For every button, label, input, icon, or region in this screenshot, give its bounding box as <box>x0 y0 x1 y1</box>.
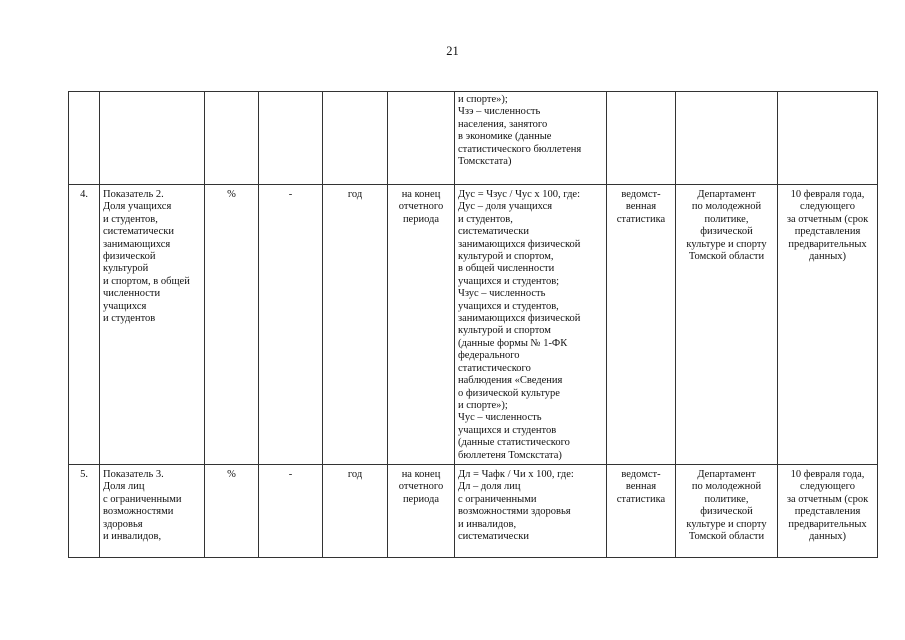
cell-deadline <box>778 92 878 185</box>
cell-column-4: - <box>259 185 323 465</box>
indicators-table <box>68 91 878 558</box>
cell-responsible <box>676 92 778 185</box>
cell-number: 4. <box>69 185 100 465</box>
cell-number: 5. <box>69 464 100 557</box>
cell-source: ведомст- венная статистика <box>607 464 676 557</box>
cell-indicator-name: Показатель 2. Доля учащихся и студентов, систематически занимающихся физической культурой и спортом, в общей численности учащихся и студентов <box>100 185 205 465</box>
cell-indicator-name <box>100 92 205 185</box>
cell-timing: на конец отчетного периода <box>388 464 455 557</box>
cell-responsible: Департамент по молодежной политике, физической культуре и спорту Томской области <box>676 185 778 465</box>
cell-deadline: 10 февраля года, следующего за отчетным (срок представления предварительных данных) <box>778 185 878 465</box>
table-row-5 <box>69 464 878 557</box>
cell-source: ведомст- венная статистика <box>607 185 676 465</box>
cell-timing: на конец отчетного периода <box>388 185 455 465</box>
cell-unit: % <box>205 185 259 465</box>
page-number: 21 <box>446 44 459 58</box>
table-row-4 <box>69 185 878 465</box>
cell-formula: Дл = Чафк / Чи x 100, где: Дл – доля лиц с ограниченными возможностями здоровья и инвалидов, систематически <box>455 464 607 557</box>
cell-periodicity <box>323 92 388 185</box>
cell-unit: % <box>205 464 259 557</box>
cell-timing <box>388 92 455 185</box>
cell-source <box>607 92 676 185</box>
cell-indicator-name: Показатель 3. Доля лиц с ограниченными возможностями здоровья и инвалидов, <box>100 464 205 557</box>
cell-periodicity: год <box>323 185 388 465</box>
cell-formula: Дус = Чзус / Чус x 100, где: Дус – доля учащихся и студентов, систематически занимающихся физической культурой и спортом, в общей численности учащихся и студентов; Чзус – численность учащихся и студентов, занимающихся физической культурой и спортом (данные формы № 1-ФК федерального статистического наблюдения «Сведения о физической культуре и спорте»); Чус – численность учащихся и студентов (данные статистического бюллетеня Томскстата) <box>455 185 607 465</box>
cell-number <box>69 92 100 185</box>
cell-formula: и спорте»); Чзэ – численность населения, занятого в экономике (данные статистического бюллетеня Томскстата) <box>455 92 607 185</box>
table-row-continuation <box>69 92 878 185</box>
cell-column-4: - <box>259 464 323 557</box>
cell-responsible: Департамент по молодежной политике, физической культуре и спорту Томской области <box>676 464 778 557</box>
cell-periodicity: год <box>323 464 388 557</box>
cell-deadline: 10 февраля года, следующего за отчетным (срок представления предварительных данных) <box>778 464 878 557</box>
cell-column-4 <box>259 92 323 185</box>
cell-unit <box>205 92 259 185</box>
